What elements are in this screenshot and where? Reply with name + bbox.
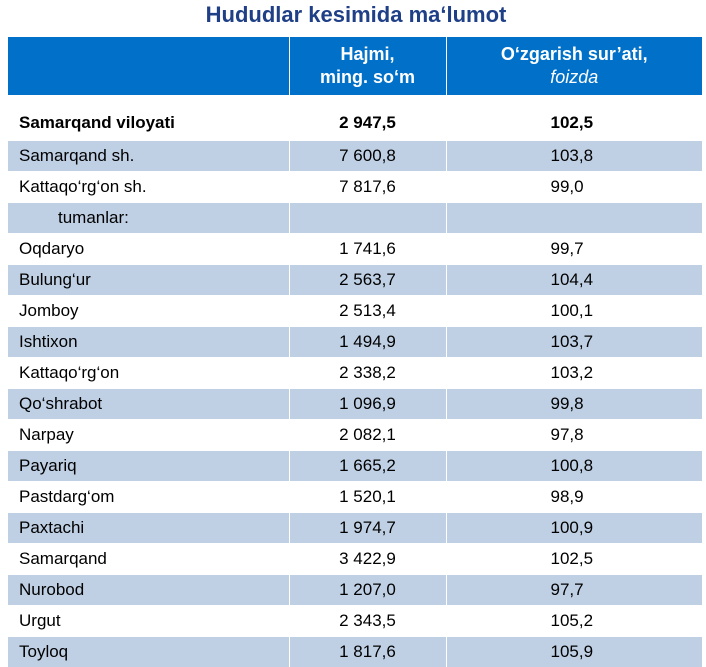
row-change: 104,4 bbox=[446, 265, 702, 296]
row-volume: 1 494,9 bbox=[289, 327, 446, 358]
row-name: Toyloq bbox=[8, 637, 289, 667]
spacer-row bbox=[8, 95, 702, 106]
row-name: Pastdarg‘om bbox=[8, 482, 289, 513]
row-name: Payariq bbox=[8, 451, 289, 482]
row-volume: 2 563,7 bbox=[289, 265, 446, 296]
row-name: Bulung‘ur bbox=[8, 265, 289, 296]
row-volume: 1 207,0 bbox=[289, 575, 446, 606]
row-volume bbox=[289, 203, 446, 234]
page-title: Hududlar kesimida ma‘lumot bbox=[0, 0, 706, 34]
table-row bbox=[8, 451, 702, 482]
header-volume bbox=[289, 37, 446, 95]
table-body bbox=[8, 95, 702, 667]
row-volume: 1 974,7 bbox=[289, 513, 446, 544]
regional-data-table bbox=[8, 37, 702, 667]
row-volume: 1 817,6 bbox=[289, 637, 446, 667]
total-name: Samarqand viloyati bbox=[8, 106, 289, 141]
row-volume: 2 343,5 bbox=[289, 606, 446, 637]
row-change: 103,8 bbox=[446, 141, 702, 172]
row-volume: 3 422,9 bbox=[289, 544, 446, 575]
row-change: 99,7 bbox=[446, 234, 702, 265]
row-name: Narpay bbox=[8, 420, 289, 451]
table-row bbox=[8, 327, 702, 358]
row-change: 103,7 bbox=[446, 327, 702, 358]
row-volume: 1 520,1 bbox=[289, 482, 446, 513]
row-change: 100,1 bbox=[446, 296, 702, 327]
total-row bbox=[8, 106, 702, 141]
row-name: Kattaqo‘rg‘on bbox=[8, 358, 289, 389]
row-name: tumanlar: bbox=[8, 203, 289, 234]
row-change: 97,7 bbox=[446, 575, 702, 606]
row-name: Paxtachi bbox=[8, 513, 289, 544]
table-row bbox=[8, 482, 702, 513]
table-row bbox=[8, 358, 702, 389]
row-name: Jomboy bbox=[8, 296, 289, 327]
table-row bbox=[8, 172, 702, 203]
total-change: 102,5 bbox=[446, 106, 702, 141]
row-volume: 2 082,1 bbox=[289, 420, 446, 451]
table-row bbox=[8, 544, 702, 575]
row-change: 97,8 bbox=[446, 420, 702, 451]
row-change bbox=[446, 203, 702, 234]
row-volume: 2 513,4 bbox=[289, 296, 446, 327]
row-change: 100,9 bbox=[446, 513, 702, 544]
table-row bbox=[8, 513, 702, 544]
row-volume: 1 096,9 bbox=[289, 389, 446, 420]
row-change: 103,2 bbox=[446, 358, 702, 389]
row-volume: 7 600,8 bbox=[289, 141, 446, 172]
row-name: Samarqand bbox=[8, 544, 289, 575]
row-change: 105,2 bbox=[446, 606, 702, 637]
row-change: 98,9 bbox=[446, 482, 702, 513]
table-row bbox=[8, 234, 702, 265]
row-change: 102,5 bbox=[446, 544, 702, 575]
header-region bbox=[8, 37, 289, 95]
table-row bbox=[8, 637, 702, 667]
header-change-line2: foizda bbox=[550, 67, 598, 87]
table-row bbox=[8, 296, 702, 327]
table-row bbox=[8, 575, 702, 606]
row-volume: 1 665,2 bbox=[289, 451, 446, 482]
row-name: Nurobod bbox=[8, 575, 289, 606]
table-row bbox=[8, 606, 702, 637]
table-row bbox=[8, 420, 702, 451]
row-name: Oqdaryo bbox=[8, 234, 289, 265]
header-volume-line2: ming. so‘m bbox=[320, 67, 415, 87]
row-name: Ishtixon bbox=[8, 327, 289, 358]
header-volume-line1: Hajmi, bbox=[340, 44, 394, 64]
row-name: Kattaqo‘rg‘on sh. bbox=[8, 172, 289, 203]
row-change: 100,8 bbox=[446, 451, 702, 482]
row-change: 105,9 bbox=[446, 637, 702, 667]
table-header-row bbox=[8, 37, 702, 95]
header-change-line1: O‘zgarish sur’ati, bbox=[501, 44, 648, 64]
row-volume: 7 817,6 bbox=[289, 172, 446, 203]
table-row bbox=[8, 389, 702, 420]
row-change: 99,8 bbox=[446, 389, 702, 420]
row-name: Urgut bbox=[8, 606, 289, 637]
total-volume: 2 947,5 bbox=[289, 106, 446, 141]
table-row bbox=[8, 141, 702, 172]
header-change bbox=[446, 37, 702, 95]
row-volume: 2 338,2 bbox=[289, 358, 446, 389]
row-name: Qo‘shrabot bbox=[8, 389, 289, 420]
row-change: 99,0 bbox=[446, 172, 702, 203]
row-name: Samarqand sh. bbox=[8, 141, 289, 172]
table-row bbox=[8, 203, 702, 234]
row-volume: 1 741,6 bbox=[289, 234, 446, 265]
table-row bbox=[8, 265, 702, 296]
